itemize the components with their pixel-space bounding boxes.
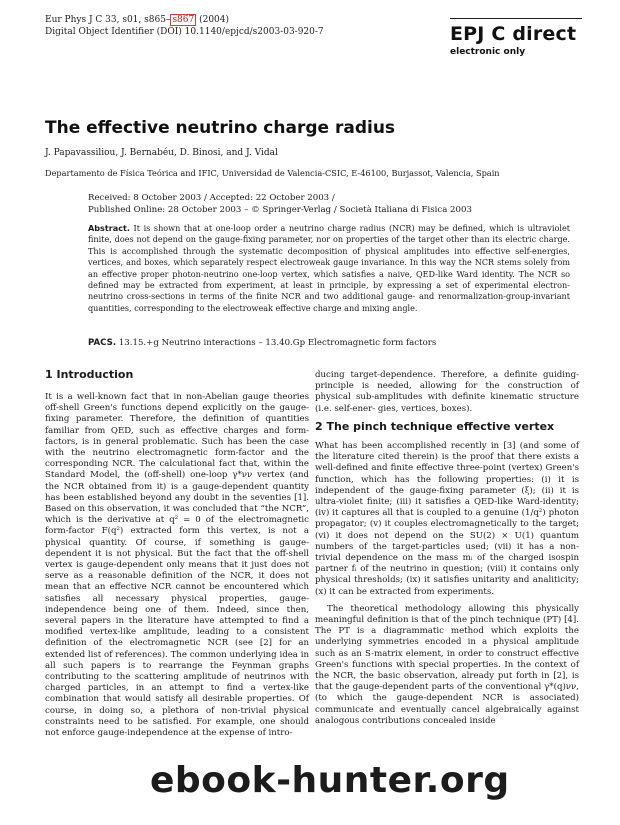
pinch-paragraph-2: The theoretical methodology allowing this physically meaningful definition is that of the pinch technique (PT) [4]. The PT is a diagrammatic method which exploits the underlying symmetries encoded in a physical amplitude such as an S-matrix element, in order to construct effective Green's functions with special properties. In the context of the NCR, the basic observation, already put forth in [2], is that the gauge-dependent parts of the conventional γ*(q)νν, (to which the gauge-dependent NCR is associated) communicate and eventually cancel algebraically against analogous contributions concealed inside bbox=[315, 603, 579, 726]
right-column bbox=[315, 370, 579, 733]
intro-continuation: ducing target-dependence. Therefore, a definite guiding-principle is needed, allowing for the construction of physical sub-amplitudes with definite kinematic structure (i.e. self-ener- gies, vertices, boxes). bbox=[315, 370, 579, 414]
left-column bbox=[45, 368, 309, 745]
abstract-text: It is shown that at one-loop order a neutrino charge radius (NCR) may be defined, which is ultraviolet finite, does not depend on the gauge-fixing parameter, nor on properties of the target other than its electric charge. This is accomplished through the systematic decomposition of physical amplitudes into effective self-energies, vertices, and boxes, which separately respect electroweak gauge invariance. In this way the NCR stems solely from an effective proper photon-neutrino one-loop vertex, which satisfies a naive, QED-like Ward identity. The NCR so defined may be extracted from experiment, at least in principle, by expressing a set of experimental electron-neutrino cross-sections in terms of the finite NCR and two additional gauge- and renormalization-group-invariant quantities, corresponding to the electroweak effective charge and mixing angle. bbox=[88, 223, 570, 313]
affiliation: Departamento de Física Teórica and IFIC, Universidad de Valencia-CSIC, E-46100, Burjassot, Valencia, Spain bbox=[45, 168, 500, 178]
section-heading-pinch-technique: 2 The pinch technique effective vertex bbox=[315, 419, 555, 433]
doi-line: Digital Object Identifier (DOI) 10.1140/epjcd/s2003-03-920-7 bbox=[45, 27, 324, 37]
pinch-paragraph-1: What has been accomplished recently in [3] (and some of the literature cited therein) is the proof that there exists a well-defined and finite effective three-point (vertex) Green's function, which has the following properties: (i) it is independent of the gauge-fixing parameter (ξ); (ii) it is ultra-violet finite; (iii) it satisfies a QED-like Ward-identity; (iv) it captures all that is coupled to a genuine (1/q²) photon propagator; (v) it couples electromagnetically to the target; (vi) it does not depend on the SU(2) × U(1) quantum numbers of the target-particles used; (vii) it has a non-trivial dependence on the mass mᵢ of the charged isospin partner fᵢ of the neutrino in question; (viii) it contains only physical thresholds; (ix) it satisfies unitarity and analiticity; (x) it can be extracted from experiments. bbox=[315, 441, 579, 597]
publication-dates bbox=[88, 192, 472, 216]
article-title: The effective neutrino charge radius bbox=[45, 118, 396, 138]
abstract-label: Abstract. bbox=[88, 223, 130, 233]
abstract bbox=[88, 223, 570, 314]
journal-brand bbox=[450, 18, 582, 57]
intro-paragraph: It is a well-known fact that in non-Abelian gauge theories off-shell Green's functions depend explicitly on the gauge-fixing parameter. Therefore, the definition of quantities familiar from QED, such as effective charges and form-factors, is in general problematic. Such has been the case with the neutrino electromagnetic form-factor and the corresponding NCR. The calculational fact that, within the Standard Model, the (off-shell) one-loop γ*νν vertex (and the NCR obtained from it) is a gauge-dependent quantity has been established beyond any doubt in the seventies [1]. Based on this observation, it was concluded that “the NCR”, which is the derivative at q² = 0 of the electromagnetic form-factor F(q²) extracted form this vertex, is not a physical quantity. Of course, if something is gauge-dependent it is not physical. But the fact that the off-shell vertex is gauge-dependent only means that it just does not serve as a reasonable definition of the NCR, it does not mean that an effective NCR cannot be encountered which satisfies all necessary physical properties, gauge-independence being one of them. Indeed, since then, several papers in the literature have attempted to find a modified vertex-like amplitude, leading to a consistent definition of the electromagnetic NCR (see [2] for an extended list of references). The common underlying idea in all such papers is to rearrange the Feynman graphs contributing to the scattering amplitude of neutrinos with charged particles, in an attempt to find a vertex-like combination that would satisfy all desirable properties. Of course, in doing so, a plethora of non-trivial physical constraints need to be satisfied. For example, one should not enforce gauge-independence at the expense of intro- bbox=[45, 392, 309, 739]
pacs-text: 13.15.+g Neutrino interactions – 13.40.Gp Electromagnetic form factors bbox=[118, 338, 437, 348]
page-range-link[interactable]: s867 bbox=[172, 15, 195, 25]
citation-line: Eur Phys J C 33, s01, s865– s867 (2004) bbox=[45, 15, 230, 25]
journal-ref bbox=[45, 14, 324, 38]
published-line: Published Online: 28 October 2003 – © Springer-Verlag / Società Italiana di Fisica 2003 bbox=[88, 205, 472, 215]
brand-name: EPJ C direct bbox=[450, 23, 577, 45]
pacs bbox=[88, 338, 436, 348]
brand-subtitle: electronic only bbox=[450, 47, 526, 57]
pacs-label: PACS. bbox=[88, 338, 117, 348]
section-heading-introduction: 1 Introduction bbox=[45, 368, 134, 381]
received-line: Received: 8 October 2003 / Accepted: 22 October 2003 / bbox=[88, 193, 335, 203]
author-list: J. Papavassiliou, J. Bernabéu, D. Binosi, and J. Vidal bbox=[45, 148, 278, 158]
watermark: ebook-hunter.org bbox=[150, 760, 510, 801]
brand-rule bbox=[450, 18, 582, 19]
